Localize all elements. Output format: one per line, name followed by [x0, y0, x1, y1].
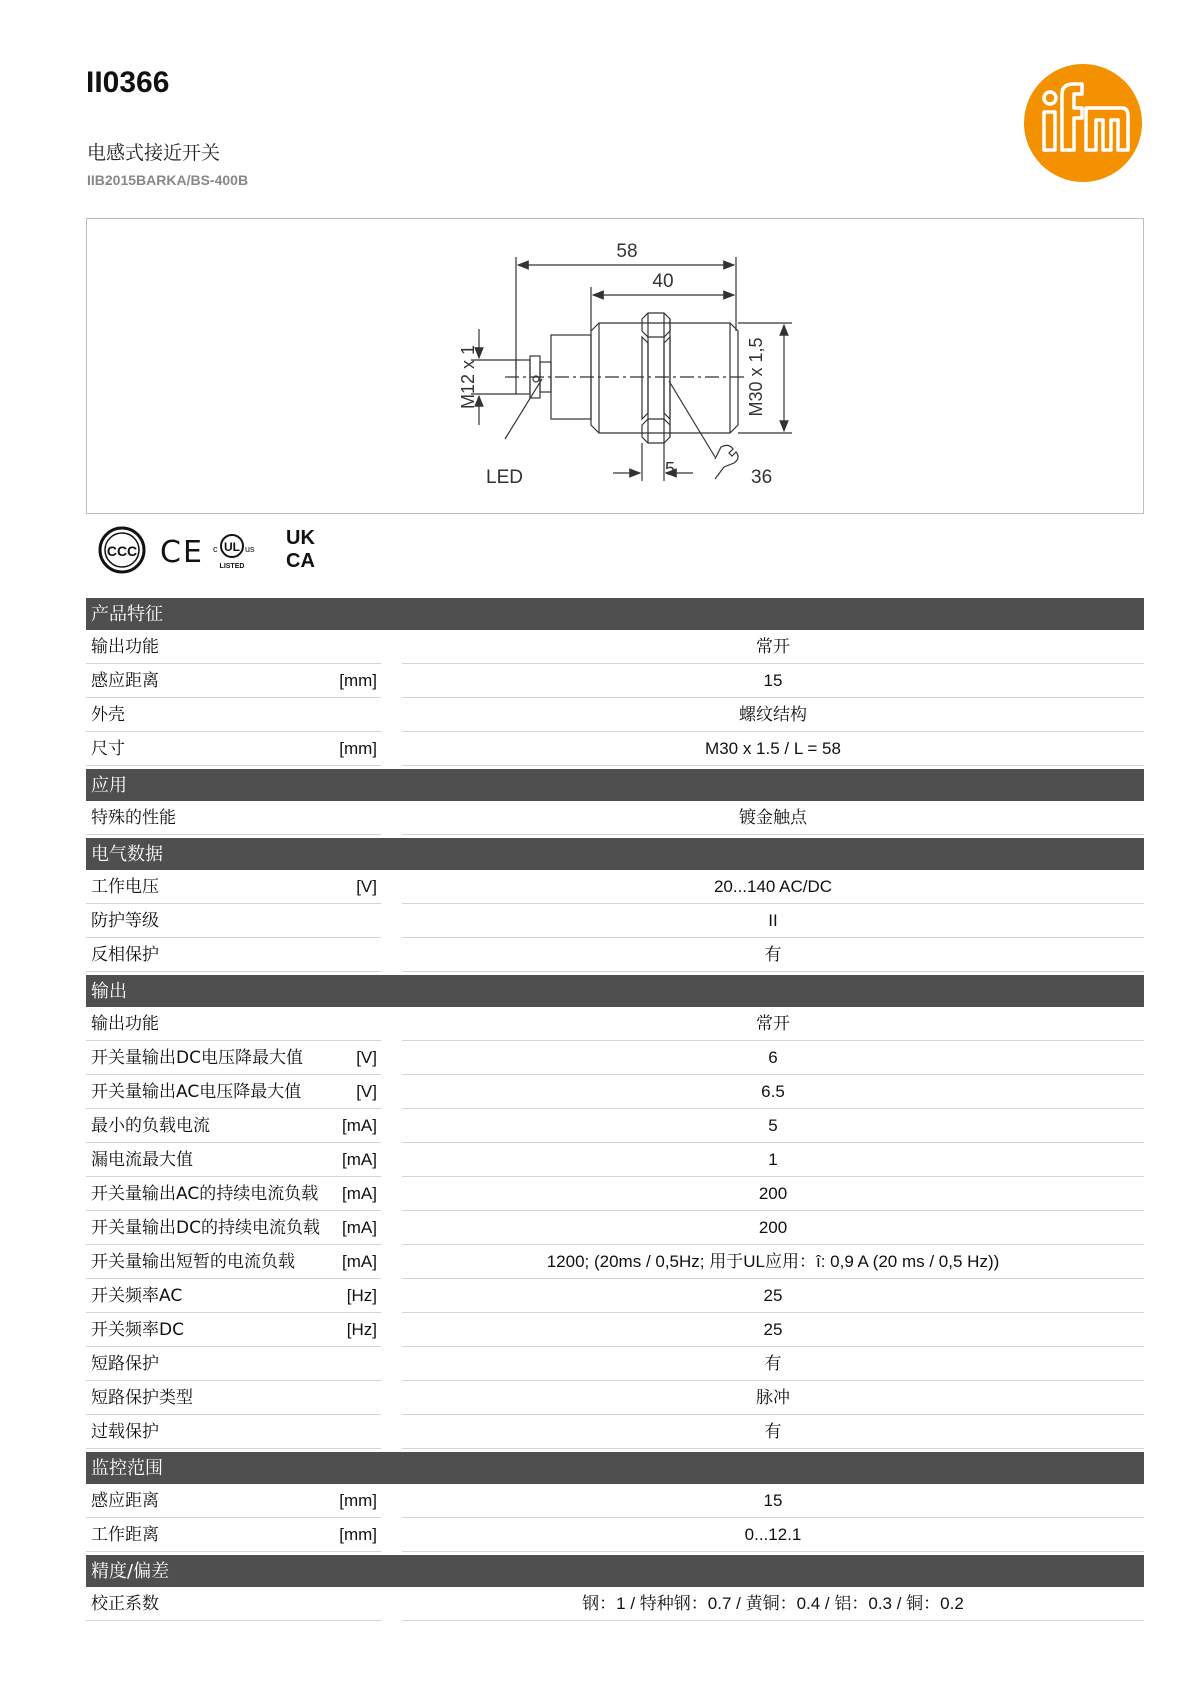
- spec-label: 最小的负载电流: [91, 1116, 210, 1136]
- spec-unit: [mA]: [342, 1116, 377, 1135]
- spec-value: 有: [402, 1349, 1144, 1381]
- spec-row: [86, 1417, 1144, 1449]
- spec-value: 6: [402, 1043, 1144, 1075]
- spec-label: 短路保护类型: [91, 1388, 193, 1408]
- spec-unit: [mA]: [342, 1150, 377, 1169]
- dim-total-label: 58: [616, 241, 638, 262]
- spec-label: 开关量输出DC电压降最大值: [91, 1048, 303, 1068]
- spec-label-cell: [86, 1077, 381, 1109]
- spec-label-cell: [86, 1486, 381, 1518]
- ul-text: UL: [224, 540, 240, 554]
- spec-value: 有: [402, 1417, 1144, 1449]
- spec-label-cell: [86, 1281, 381, 1313]
- spec-label-cell: [86, 1383, 381, 1415]
- spec-value: 1200; (20ms / 0,5Hz; 用于UL应用：î: 0,9 A (20 ms / 0,5 Hz)): [402, 1247, 1144, 1279]
- spec-label: 开关量输出DC的持续电流负载: [91, 1218, 320, 1238]
- spec-unit: [Hz]: [346, 1286, 377, 1305]
- spec-row: [86, 1383, 1144, 1415]
- spec-unit: [mA]: [342, 1184, 377, 1203]
- spec-value: 钢：1 / 特种钢：0.7 / 黄铜：0.4 / 铝：0.3 / 铜：0.2: [402, 1589, 1144, 1621]
- spec-label: 工作电压: [91, 877, 159, 897]
- led-label: LED: [486, 467, 523, 488]
- spec-value: 脉冲: [402, 1383, 1144, 1415]
- spec-value: 25: [402, 1281, 1144, 1313]
- spec-row: [86, 632, 1144, 664]
- ul-us-text: us: [245, 544, 255, 554]
- spec-row: [86, 1520, 1144, 1552]
- spec-label: 输出功能: [91, 1014, 159, 1034]
- ce-mark: CE: [160, 535, 204, 570]
- spec-label-cell: [86, 666, 381, 698]
- spec-label-cell: [86, 1043, 381, 1075]
- spec-row: [86, 940, 1144, 972]
- spec-label: 漏电流最大值: [91, 1150, 193, 1170]
- ul-mark: [213, 535, 255, 570]
- spec-row: [86, 1349, 1144, 1381]
- spec-value: 螺纹结构: [402, 700, 1144, 732]
- spec-row: [86, 1315, 1144, 1347]
- spec-value: 15: [402, 666, 1144, 698]
- ul-c-text: c: [213, 544, 218, 554]
- spec-label-cell: [86, 1111, 381, 1143]
- spec-label: 校正系数: [91, 1594, 159, 1614]
- product-name: 电感式接近开关: [87, 142, 221, 164]
- spec-label: 工作距离: [91, 1525, 159, 1545]
- spec-label: 感应距离: [91, 671, 159, 691]
- spec-label-cell: [86, 700, 381, 732]
- certification-marks: [92, 522, 342, 572]
- spec-row: [86, 666, 1144, 698]
- spec-value: 200: [402, 1179, 1144, 1211]
- spec-label: 开关频率AC: [91, 1286, 183, 1306]
- spec-unit: [mm]: [339, 671, 377, 690]
- spec-value: 20...140 AC/DC: [402, 872, 1144, 904]
- section-header: 监控范围: [86, 1452, 1144, 1484]
- section-header: 精度/偏差: [86, 1555, 1144, 1587]
- section-header: 输出: [86, 975, 1144, 1007]
- spec-row: [86, 1486, 1144, 1518]
- ccc-mark: [100, 528, 144, 572]
- spec-value: II: [402, 906, 1144, 938]
- spec-label-cell: [86, 940, 381, 972]
- spec-label-cell: [86, 906, 381, 938]
- dim-nut-label: 5: [664, 459, 676, 479]
- spec-value: 常开: [402, 632, 1144, 664]
- dim-wrench-label: 36: [751, 467, 773, 488]
- spec-label-cell: [86, 1009, 381, 1041]
- spec-label-cell: [86, 734, 381, 766]
- ul-listed-text: LISTED: [219, 563, 245, 570]
- spec-label: 开关量输出AC电压降最大值: [91, 1082, 302, 1102]
- product-subtitle: IIB2015BARKA/BS-400B: [87, 172, 249, 188]
- spec-row: [86, 1213, 1144, 1245]
- spec-label-cell: [86, 632, 381, 664]
- spec-label: 短路保护: [91, 1354, 159, 1374]
- spec-label-cell: [86, 1417, 381, 1449]
- spec-row: [86, 906, 1144, 938]
- spec-unit: [V]: [356, 1048, 377, 1067]
- ukca-mark: [286, 527, 315, 572]
- spec-unit: [V]: [356, 1082, 377, 1101]
- spec-value: 200: [402, 1213, 1144, 1245]
- spec-table: [86, 598, 1144, 1614]
- ukca-top: UK: [286, 527, 315, 549]
- dim-thread-label: M30 x 1,5: [746, 337, 766, 417]
- spec-label: 特殊的性能: [91, 808, 176, 828]
- spec-label: 过载保护: [91, 1422, 159, 1442]
- spec-row: [86, 1589, 1144, 1621]
- dimension-drawing: [86, 218, 1144, 514]
- spec-row: [86, 872, 1144, 904]
- spec-row: [86, 1077, 1144, 1109]
- dim-body-label: 40: [652, 271, 674, 292]
- section-header: 产品特征: [86, 598, 1144, 630]
- section-header: 应用: [86, 769, 1144, 801]
- spec-value: 0...12.1: [402, 1520, 1144, 1552]
- spec-unit: [mm]: [339, 739, 377, 758]
- spec-row: [86, 1281, 1144, 1313]
- spec-label-cell: [86, 1349, 381, 1381]
- spec-unit: [mm]: [339, 1491, 377, 1510]
- spec-label: 反相保护: [91, 945, 159, 965]
- spec-label-cell: [86, 1315, 381, 1347]
- spec-label-cell: [86, 1179, 381, 1211]
- spec-value: M30 x 1.5 / L = 58: [402, 734, 1144, 766]
- spec-label: 外壳: [91, 705, 125, 725]
- spec-value: 1: [402, 1145, 1144, 1177]
- spec-row: [86, 1043, 1144, 1075]
- spec-label-cell: [86, 1213, 381, 1245]
- spec-label-cell: [86, 872, 381, 904]
- spec-label-cell: [86, 1520, 381, 1552]
- spec-label: 尺寸: [91, 739, 125, 759]
- spec-value: 镀金触点: [402, 803, 1144, 835]
- spec-label: 开关量输出短暂的电流负载: [91, 1252, 295, 1272]
- spec-value: 6.5: [402, 1077, 1144, 1109]
- spec-label-cell: [86, 1145, 381, 1177]
- spec-value: 有: [402, 940, 1144, 972]
- spec-row: [86, 1145, 1144, 1177]
- spec-label: 感应距离: [91, 1491, 159, 1511]
- product-code: II0366: [86, 66, 170, 99]
- ccc-text: CCC: [106, 543, 138, 559]
- spec-value: 常开: [402, 1009, 1144, 1041]
- spec-row: [86, 700, 1144, 732]
- spec-value: 25: [402, 1315, 1144, 1347]
- spec-row: [86, 803, 1144, 835]
- logo-text: ifm: [1083, 174, 1085, 175]
- spec-label-cell: [86, 1589, 381, 1621]
- spec-row: [86, 1247, 1144, 1279]
- spec-label: 开关频率DC: [91, 1320, 184, 1340]
- ukca-bottom: CA: [286, 550, 315, 572]
- spec-row: [86, 1009, 1144, 1041]
- spec-row: [86, 1179, 1144, 1211]
- spec-label-cell: [86, 803, 381, 835]
- spec-unit: [Hz]: [346, 1320, 377, 1339]
- spec-value: 15: [402, 1486, 1144, 1518]
- section-header: 电气数据: [86, 838, 1144, 870]
- spec-unit: [mA]: [342, 1252, 377, 1271]
- spec-label-cell: [86, 1247, 381, 1279]
- spec-unit: [mm]: [339, 1525, 377, 1544]
- spec-row: [86, 734, 1144, 766]
- spec-label: 开关量输出AC的持续电流负载: [91, 1184, 319, 1204]
- spec-row: [86, 1111, 1144, 1143]
- spec-label: 输出功能: [91, 637, 159, 657]
- ifm-logo: [1024, 64, 1142, 182]
- dim-connector-label: M12 x 1: [458, 344, 478, 410]
- spec-value: 5: [402, 1111, 1144, 1143]
- spec-unit: [mA]: [342, 1218, 377, 1237]
- spec-label: 防护等级: [91, 911, 159, 931]
- spec-unit: [V]: [356, 877, 377, 896]
